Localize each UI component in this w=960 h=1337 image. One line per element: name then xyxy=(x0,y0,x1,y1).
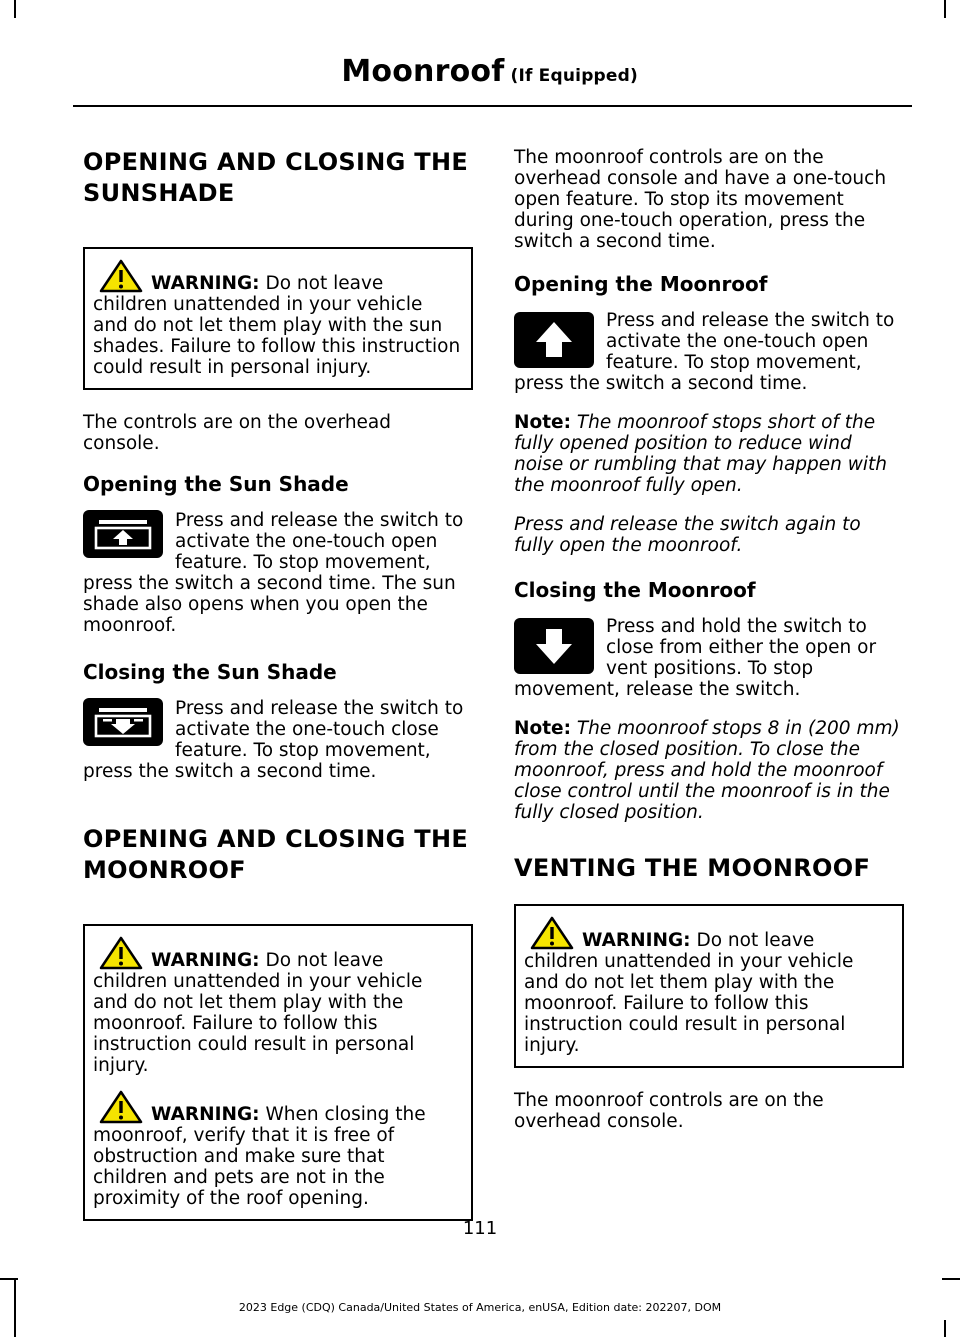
outro-text: The moonroof controls are on the overhead console. xyxy=(514,1090,824,1132)
warning-box xyxy=(83,247,473,390)
note-text: The moonroof stops short of the fully opened position to reduce wind noise or rumbling that may happen with the moonroof fully open. xyxy=(514,412,888,496)
note-extra: Press and release the switch again to fully open the moonroof. xyxy=(514,514,861,556)
open-moonroof-text: Press and release the switch to activate the one-touch open feature. To stop movement, press the switch a second time. xyxy=(514,310,895,394)
heading-close-moonroof: Closing the Moonroof xyxy=(514,578,756,602)
warning-text: When closing the moonroof, verify that it is free of obstruction and make sure that children and pets are not in the proximity of the roof opening. xyxy=(93,1104,426,1209)
heading-open-sun-shade: Opening the Sun Shade xyxy=(83,472,349,496)
heading-close-sun-shade: Closing the Sun Shade xyxy=(83,660,337,684)
crop-mark xyxy=(14,0,16,18)
open-sun-shade-block xyxy=(83,510,473,636)
warning-paragraph xyxy=(524,916,894,1056)
note-paragraph xyxy=(514,412,904,496)
sunshade-close-switch-icon xyxy=(83,698,163,746)
warning-triangle-icon xyxy=(530,916,574,950)
section-title-venting: VENTING THE MOONROOF xyxy=(514,854,871,882)
warning-label: WARNING: xyxy=(151,1104,260,1125)
open-moonroof-block xyxy=(514,310,904,394)
right-column xyxy=(514,147,904,1150)
moonroof-close-arrow-icon xyxy=(514,618,594,674)
close-moonroof-block xyxy=(514,616,904,700)
warning-triangle-icon xyxy=(99,259,143,293)
close-sun-shade-block xyxy=(83,698,473,782)
warning-paragraph xyxy=(93,259,463,378)
warning-box xyxy=(514,904,904,1068)
heading-open-moonroof: Opening the Moonroof xyxy=(514,272,768,296)
warning-paragraph xyxy=(93,936,463,1076)
note-text: The moonroof stops 8 in (200 mm) from the closed position. To close the moonroof, press and hold the moonroof close control until the moonroof is in the fully closed position. xyxy=(514,718,900,823)
header-suffix: (If Equipped) xyxy=(510,66,638,86)
moonroof-open-arrow-icon xyxy=(514,312,594,368)
warning-box xyxy=(83,924,473,1221)
footer-edition: 2023 Edge (CDQ) Canada/United States of America, enUSA, Edition date: 202207, DOM xyxy=(238,1301,722,1314)
warning-label: WARNING: xyxy=(151,950,260,971)
intro-text: The moonroof controls are on the overhead console and have a one-touch open feature. To stop its movement during one-touch operation, press the switch a second time. xyxy=(514,147,887,252)
left-column xyxy=(83,147,473,1243)
note-paragraph xyxy=(514,718,904,823)
header-title: Moonroof xyxy=(341,54,505,89)
warning-triangle-icon xyxy=(99,1090,143,1124)
close-sun-shade-text: Press and release the switch to activate the one-touch close feature. To stop movement, press the switch a second time. xyxy=(83,698,464,782)
crop-mark xyxy=(944,1320,946,1337)
intro-text: The controls are on the overhead console. xyxy=(83,412,392,454)
warning-text: Do not leave children unattended in your vehicle and do not let them play with the moonroof. Failure to follow this instruction could result in personal injury. xyxy=(93,950,423,1076)
crop-mark xyxy=(942,1278,960,1280)
note-label: Note: xyxy=(514,718,571,739)
warning-text: Do not leave children unattended in your vehicle and do not let them play with the sun shades. Failure to follow this instruction could result in personal injury. xyxy=(93,273,461,378)
warning-paragraph xyxy=(93,1090,463,1209)
section-title-moonroof: OPENING AND CLOSING THE MOONROOF xyxy=(83,825,469,884)
open-sun-shade-text: Press and release the switch to activate the one-touch open feature. To stop movement, press the switch a second time. The sun shade also opens when you open the moonroof. xyxy=(83,510,464,636)
close-moonroof-text: Press and hold the switch to close from either the open or vent positions. To stop movement, release the switch. xyxy=(514,616,877,700)
warning-label: WARNING: xyxy=(151,273,260,294)
header-rule xyxy=(73,105,912,107)
page-header xyxy=(341,54,638,89)
warning-text: Do not leave children unattended in your vehicle and do not let them play with the moonroof. Failure to follow this instruction could result in personal injury. xyxy=(524,930,854,1056)
page-number: 111 xyxy=(462,1218,498,1239)
warning-label: WARNING: xyxy=(582,930,691,951)
note-label: Note: xyxy=(514,412,571,433)
warning-triangle-icon xyxy=(99,936,143,970)
section-title-sunshade: OPENING AND CLOSING THE SUNSHADE xyxy=(83,148,469,207)
crop-mark xyxy=(944,0,946,18)
sunshade-open-switch-icon xyxy=(83,510,163,558)
